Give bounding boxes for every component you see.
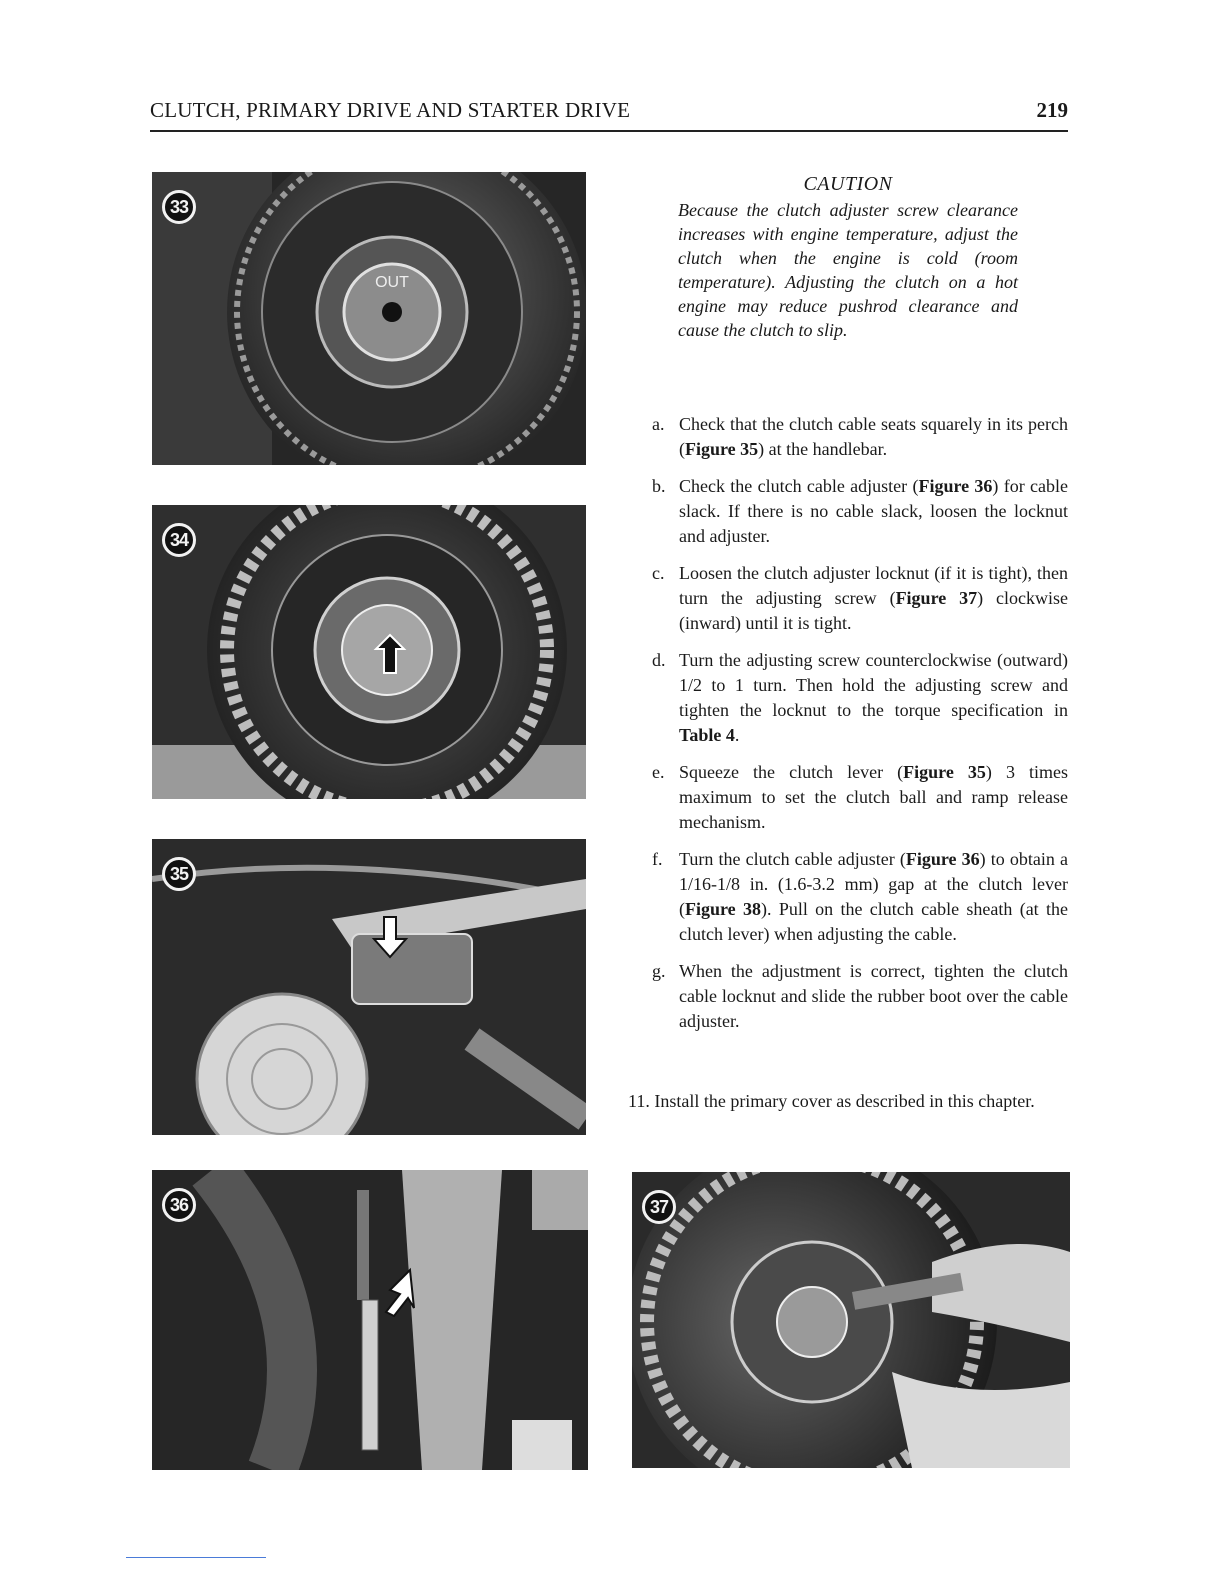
figure-37-photo bbox=[632, 1172, 1070, 1468]
figure-reference: Figure 36 bbox=[905, 849, 980, 869]
figure-reference: Figure 35 bbox=[685, 439, 759, 459]
step-text: ) 3 times maximum to set the clutch ball and ramp release mechanism. bbox=[679, 762, 1069, 832]
photo-text-out: OUT bbox=[375, 274, 409, 291]
clutch-cable-adjuster-illustration bbox=[152, 1170, 588, 1470]
step-text: ) at the handlebar. bbox=[758, 439, 888, 459]
step-text: ) for cable slack. If there is no cable slack, loosen the locknut and adjuster. bbox=[679, 476, 1068, 546]
running-header bbox=[150, 96, 1068, 132]
step-label: b. bbox=[652, 476, 666, 496]
caution-heading: CAUTION bbox=[803, 173, 893, 195]
step-text: . bbox=[734, 725, 740, 745]
figure-reference: Figure 38 bbox=[685, 899, 761, 919]
figure-37-badge: 37 bbox=[642, 1190, 676, 1224]
figure-36-photo bbox=[152, 1170, 588, 1470]
figure-34-badge: 34 bbox=[162, 523, 196, 557]
step-text: Loosen the clutch adjuster locknut (if it is tight), then turn the adjusting screw ( bbox=[679, 563, 1068, 608]
clutch-hub-illustration bbox=[152, 172, 586, 465]
figure-33-badge: 33 bbox=[162, 190, 196, 224]
figure-33-photo bbox=[152, 172, 586, 465]
step-b bbox=[628, 474, 1068, 549]
step-text: ) to obtain a 1/16-1/8 in. (1.6-3.2 mm) gap at the clutch lever ( bbox=[679, 849, 1068, 919]
step-f bbox=[628, 847, 1068, 947]
table-reference: Table 4 bbox=[679, 725, 735, 745]
caution-text: Because the clutch adjuster screw clearance increases with engine temperature, adjust the clutch when the engine is cold (room temperature). Adjusting the clutch on a hot engine may reduce pushrod clearance and cause the clutch to slip. bbox=[678, 200, 1018, 340]
step-text: Check the clutch cable adjuster ( bbox=[679, 476, 919, 496]
step-text: When the adjustment is correct, tighten the clutch cable locknut and slide the rubber boot over the cable adjuster. bbox=[679, 961, 1068, 1031]
step-e bbox=[628, 760, 1068, 835]
step-text: Squeeze the clutch lever ( bbox=[679, 762, 904, 782]
figure-35-badge: 35 bbox=[162, 857, 196, 891]
figure-36-badge: 36 bbox=[162, 1188, 196, 1222]
step-label: a. bbox=[652, 414, 665, 434]
figure-reference: Figure 36 bbox=[918, 476, 993, 496]
adjusting-screw-illustration bbox=[632, 1172, 1070, 1468]
figure-reference: Figure 37 bbox=[895, 588, 978, 608]
step-g bbox=[628, 959, 1068, 1034]
step-text: Check that the clutch cable seats squarely in its perch ( bbox=[679, 414, 1068, 459]
step-c bbox=[628, 561, 1068, 636]
step-label: f. bbox=[652, 849, 663, 869]
step-label: g. bbox=[652, 961, 666, 981]
caution-note bbox=[678, 172, 1018, 342]
step-d bbox=[628, 648, 1068, 748]
page-number: 219 bbox=[1036, 98, 1068, 122]
step-label: e. bbox=[652, 762, 665, 782]
step-text: Turn the adjusting screw counterclockwise (outward) 1/2 to 1 turn. Then hold the adjusting screw and tighten the locknut to the torque specification in bbox=[679, 650, 1068, 720]
step-text: Turn the clutch cable adjuster ( bbox=[679, 849, 906, 869]
step-a bbox=[628, 412, 1068, 462]
procedure-steps bbox=[628, 412, 1068, 1046]
step-label: c. bbox=[652, 563, 665, 583]
figure-35-photo bbox=[152, 839, 586, 1135]
figure-reference: Figure 35 bbox=[903, 762, 986, 782]
figure-34-photo bbox=[152, 505, 586, 799]
step-text: ). Pull on the clutch cable sheath (at the clutch lever) when adjusting the cable. bbox=[679, 899, 1069, 944]
clutch-lever-perch-illustration bbox=[152, 839, 586, 1135]
step-11: 11. Install the primary cover as described in this chapter. bbox=[628, 1091, 1035, 1111]
chapter-title: CLUTCH, PRIMARY DRIVE AND STARTER DRIVE bbox=[150, 98, 631, 122]
footer-rule bbox=[126, 1557, 266, 1558]
step-label: d. bbox=[652, 650, 666, 670]
step-text: ) clockwise (inward) until it is tight. bbox=[679, 588, 1068, 633]
clutch-pressure-plate-illustration bbox=[152, 505, 586, 799]
